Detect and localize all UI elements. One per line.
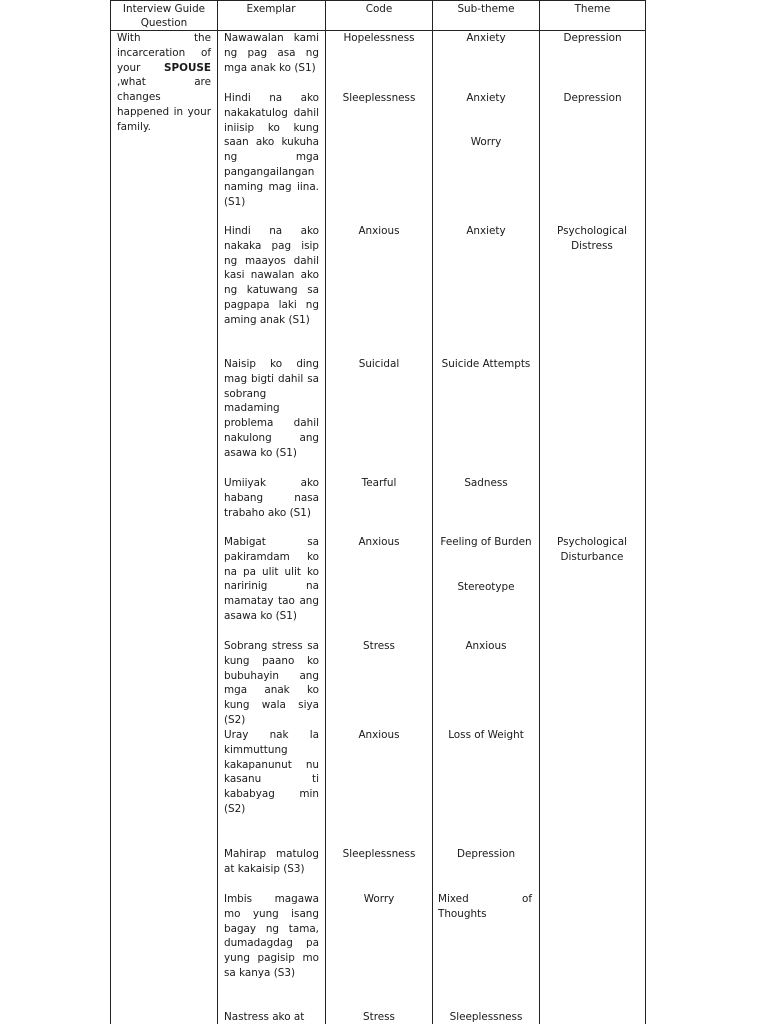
question-text-after: ,what are changes happened in your family. [117,76,211,133]
theme-cell: Psychological Disturbance [557,536,627,563]
subtheme-cell: Loss of Weight [448,729,524,741]
exemplar-cell: Imbis magawa mo yung isang bagay ng tama, dumadagdag pa yung pagisip mo sa kanya (S3) [224,893,319,979]
subtheme-cell: Sleeplessness [449,1011,523,1023]
subtheme-cell: Mixed of Thoughts [438,893,532,920]
exemplar-cell: Hindi na ako nakaka pag isip ng maayos dahil kasi nawalan ako ng katuwang sa pagpapa laki ng aming anak (S1) [224,225,319,326]
exemplar-cell: Naisip ko ding mag bigti dahil sa sobrang madaming problema dahil nakulong ang asawa ko (S1) [224,358,319,459]
subtheme-cell: Sadness [464,477,508,489]
table-border-top [110,0,646,1]
interview-question [117,31,211,135]
code-cell: Worry [363,893,395,905]
header-theme: Theme [574,3,611,15]
question-emphasis: SPOUSE [164,61,211,74]
code-cell: Hopelessness [343,32,415,44]
subtheme-secondary-cell: Stereotype [457,581,515,593]
column-divider [432,0,433,1024]
exemplar-cell: Uray nak la kimmuttung kakapanunut nu kasanu ti kababyag min (S2) [224,729,319,815]
question-text-before: With the incarceration of your [117,32,211,74]
exemplar-cell: Nastress ako at [224,1011,305,1023]
column-divider [325,0,326,1024]
exemplar-cell: Hindi na ako nakakatulog dahil iniisip ko kung saan ako kukuha ng mga pangangailangan naming mag iina. (S1) [224,92,319,208]
subtheme-cell: Depression [456,848,516,860]
subtheme-cell: Anxiety [466,225,506,237]
subtheme-cell: Suicide Attempts [441,358,531,370]
code-cell: Stress [363,1011,395,1023]
subtheme-cell: Anxiety [466,92,506,104]
subtheme-secondary-cell: Worry [470,136,502,148]
code-cell: Stress [363,640,395,652]
exemplar-cell: Mahirap matulog at kakaisip (S3) [224,848,319,875]
exemplar-cell: Umiiyak ako habang nasa trabaho ako (S1) [224,477,319,519]
header-exemplar: Exemplar [246,3,296,15]
header-question: Interview Guide Question [122,3,206,29]
code-cell: Anxious [358,225,400,237]
code-cell: Tearful [361,477,397,489]
subtheme-cell: Anxiety [466,32,506,44]
column-divider [539,0,540,1024]
code-cell: Anxious [358,536,400,548]
exemplar-cell: Sobrang stress sa kung paano ko bubuhayin ang mga anak ko kung wala siya (S2) [224,640,319,726]
header-code: Code [365,3,393,15]
theme-cell: Depression [563,92,622,104]
theme-cell: Psychological Distress [557,225,627,252]
column-divider [217,0,218,1024]
table-border-right [645,0,646,1024]
code-cell: Sleeplessness [342,848,416,860]
exemplar-cell: Mabigat sa pakiramdam ko na pa ulit ulit ko naririnig na mamatay tao ang asawa ko (S1) [224,536,319,622]
code-cell: Sleeplessness [342,92,416,104]
table-border-left [110,0,111,1024]
code-cell: Suicidal [358,358,400,370]
theme-cell: Depression [563,32,622,44]
subtheme-cell: Anxious [465,640,507,652]
header-subtheme: Sub-theme [457,3,515,15]
exemplar-cell: Nawawalan kami ng pag asa ng mga anak ko (S1) [224,32,319,74]
subtheme-cell: Feeling of Burden [440,536,532,548]
code-cell: Anxious [358,729,400,741]
